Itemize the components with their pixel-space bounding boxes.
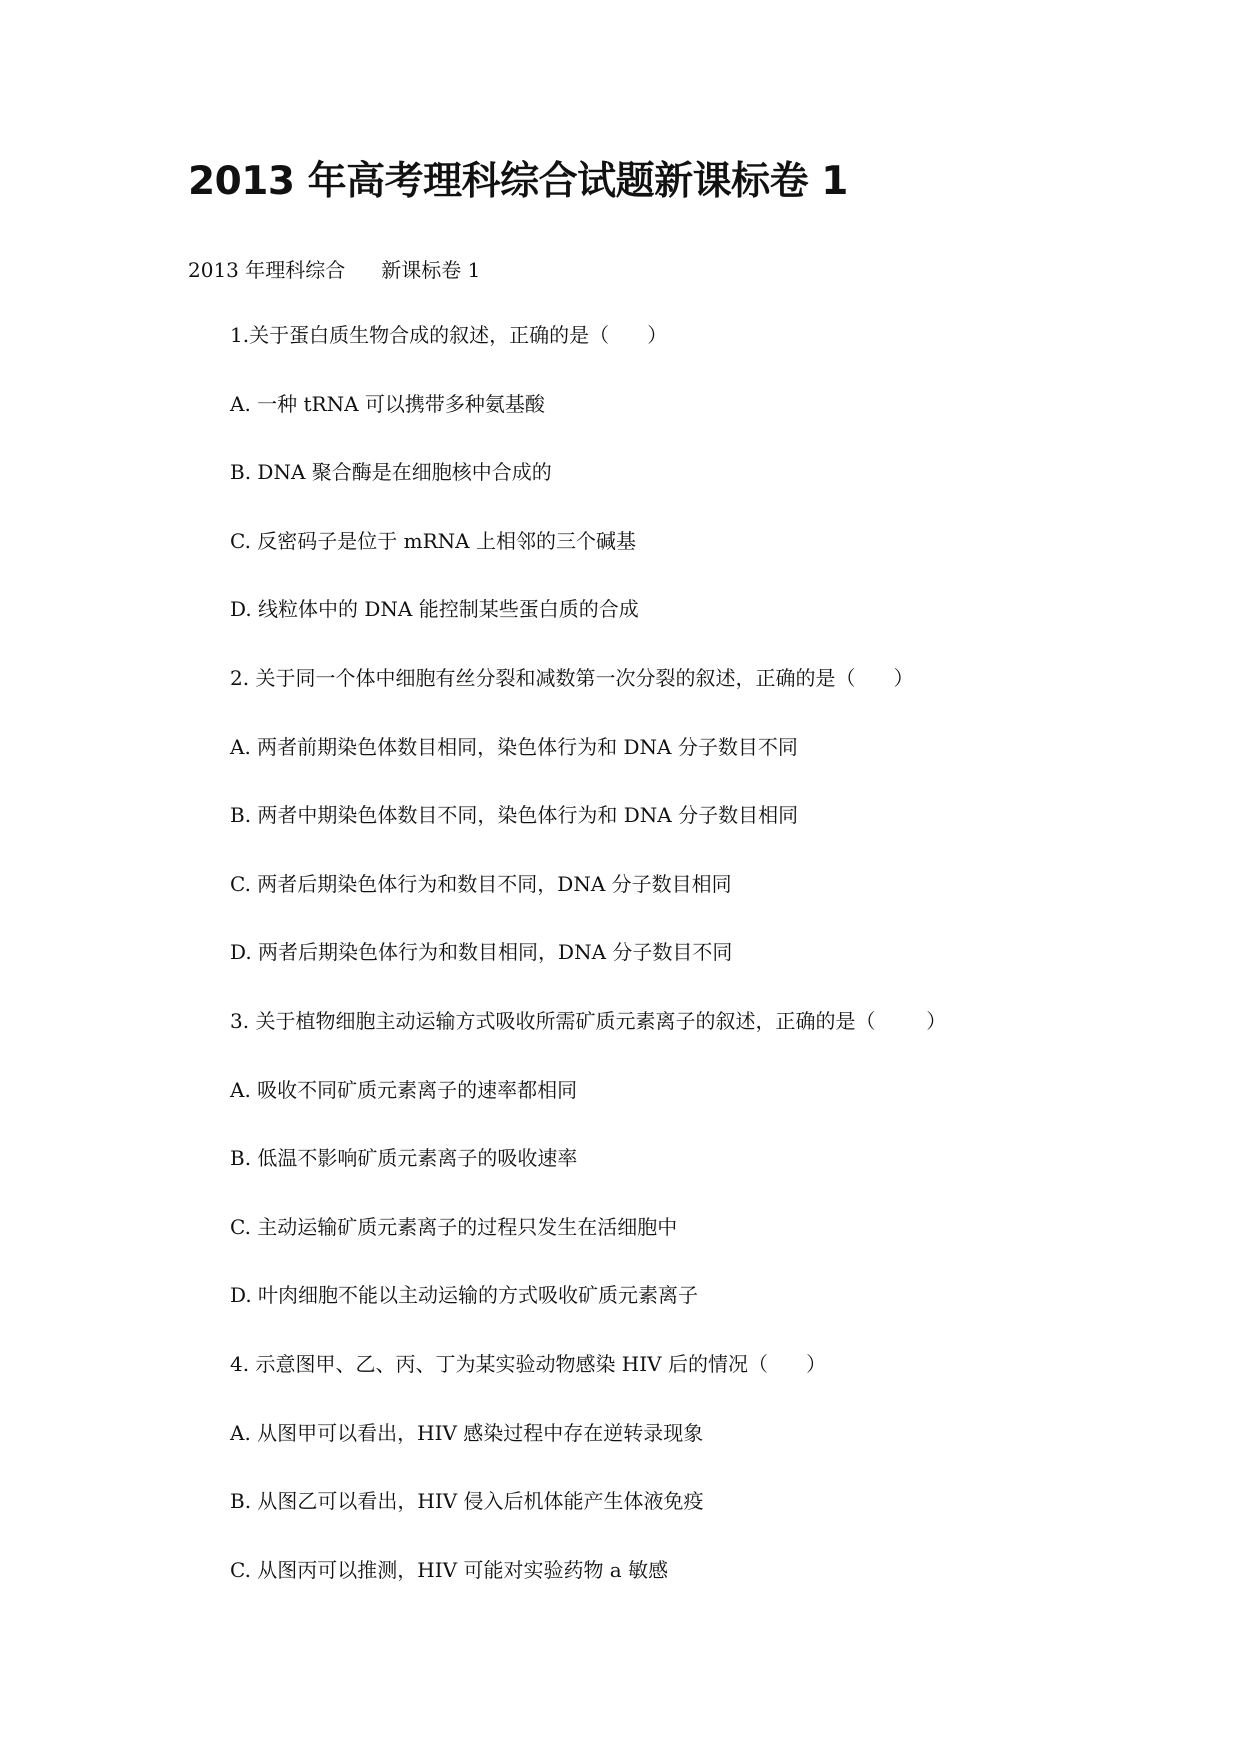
- question-3-option-a: A. 吸收不同矿质元素离子的速率都相同: [230, 1077, 578, 1102]
- question-2-option-b: B. 两者中期染色体数目不同，染色体行为和 DNA 分子数目相同: [230, 803, 799, 828]
- question-2-option-a: A. 两者前期染色体数目相同，染色体行为和 DNA 分子数目不同: [230, 734, 798, 759]
- question-1-option-d: D. 线粒体中的 DNA 能控制某些蛋白质的合成: [230, 597, 639, 622]
- question-1-stem: 1.关于蛋白质生物合成的叙述，正确的是（ ）: [230, 323, 668, 347]
- question-3-option-b: B. 低温不影响矿质元素离子的吸收速率: [230, 1146, 578, 1171]
- question-4-option-b: B. 从图乙可以看出，HIV 侵入后机体能产生体液免疫: [230, 1489, 704, 1514]
- question-4-option-a: A. 从图甲可以看出，HIV 感染过程中存在逆转录现象: [230, 1420, 704, 1445]
- question-1-option-c: C. 反密码子是位于 mRNA 上相邻的三个碱基: [230, 528, 636, 553]
- question-2-stem: 2. 关于同一个体中细胞有丝分裂和减数第一次分裂的叙述，正确的是（ ）: [230, 665, 914, 690]
- question-1-option-b: B. DNA 聚合酶是在细胞核中合成的: [230, 460, 552, 485]
- question-list: [230, 320, 946, 1623]
- question-2-option-c: C. 两者后期染色体行为和数目不同，DNA 分子数目相同: [230, 871, 732, 896]
- question-2-option-d: D. 两者后期染色体行为和数目相同，DNA 分子数目不同: [230, 940, 733, 965]
- question-1-option-a: A. 一种 tRNA 可以携带多种氨基酸: [230, 391, 545, 416]
- question-3-stem: 3. 关于植物细胞主动运输方式吸收所需矿质元素离子的叙述，正确的是（ ）: [230, 1008, 947, 1033]
- question-4-option-c: C. 从图丙可以推测，HIV 可能对实验药物 a 敏感: [230, 1557, 669, 1582]
- subtitle-exam-name: 2013 年理科综合: [188, 258, 346, 282]
- question-3-option-d: D. 叶肉细胞不能以主动运输的方式吸收矿质元素离子: [230, 1283, 699, 1308]
- question-3-option-c: C. 主动运输矿质元素离子的过程只发生在活细胞中: [230, 1214, 678, 1239]
- question-4-stem: 4. 示意图甲、乙、丙、丁为某实验动物感染 HIV 后的情况（ ）: [230, 1351, 827, 1376]
- subtitle-paper-name: 新课标卷 1: [381, 258, 481, 282]
- document-subtitle: [188, 255, 480, 285]
- document-title: 2013 年高考理科综合试题新课标卷 1: [188, 159, 848, 204]
